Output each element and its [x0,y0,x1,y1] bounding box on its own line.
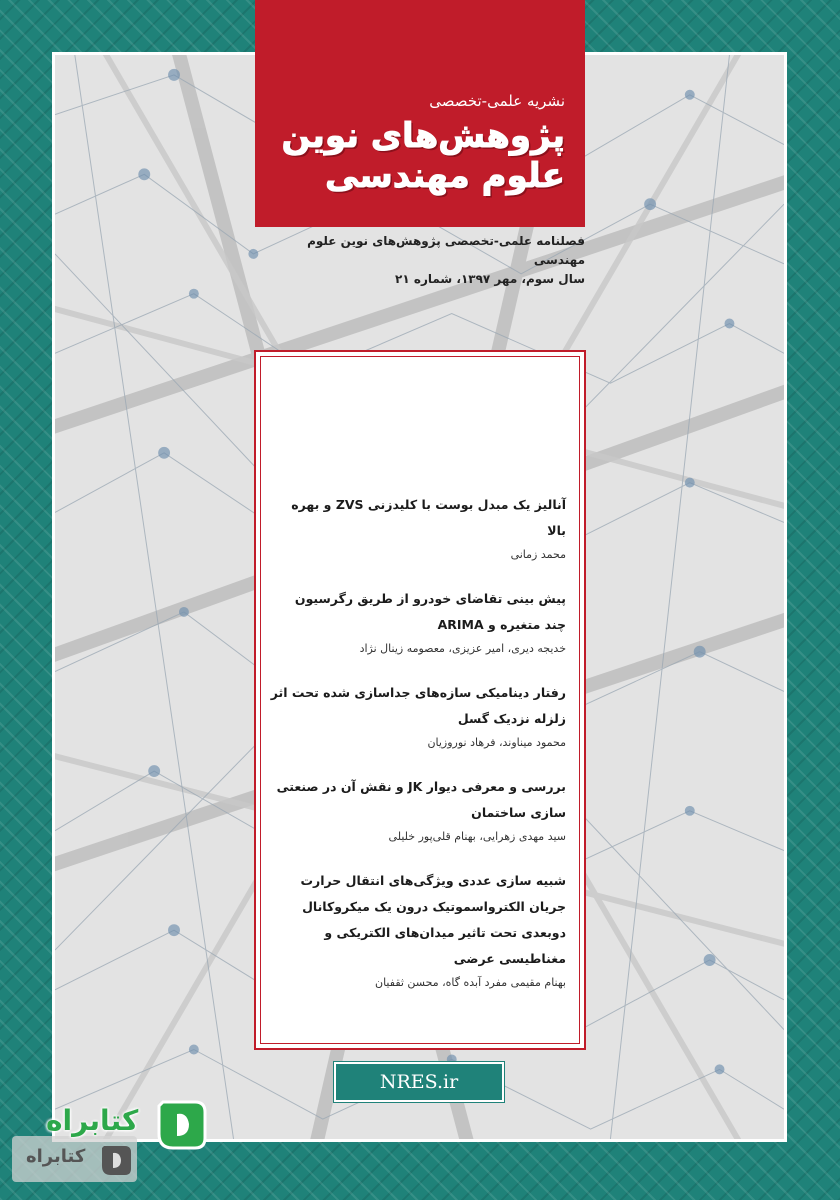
article-item [270,680,566,752]
issue-info [255,232,585,289]
article-authors: محمود میناوند، فرهاد نوروزیان [427,736,566,749]
article-title: شبیه سازی عددی ویژگی‌های انتقال حرارت جریان الکترواسموتیک درون یک میکروکانال دوبعدی تحت تاثیر میدان‌های الکتریکی و مغناطیسی عرضی [300,873,566,966]
article-title: آنالیز یک مبدل بوست با کلیدزنی ZVS و بهره بالا [291,497,566,538]
article-item [270,586,566,658]
table-of-contents [254,350,586,1050]
watermark-text: کتابراه [46,1104,139,1137]
article-item [270,774,566,846]
article-item [270,492,566,564]
article-title: پیش بینی تقاضای خودرو از طریق رگرسیون چند متغیره و ARIMA [294,591,566,632]
journal-masthead [255,0,585,227]
ketabrah-logo-icon [153,1096,209,1152]
article-authors: خدیجه دیری، امیر عزیزی، معصومه زینال نژاد [359,642,566,655]
issue-details: سال سوم، مهر ۱۳۹۷، شماره ۲۱ [395,272,585,286]
article-authors: سید مهدی زهرایی، بهنام قلی‌پور خلیلی [388,830,566,843]
journal-title-line1: پژوهش‌های نوین [281,116,565,156]
website-badge [334,1062,504,1102]
watermark [8,1086,208,1186]
article-item [270,868,566,992]
journal-subtitle: نشریه علمی-تخصصی [429,92,565,110]
article-title: رفتار دینامیکی سازه‌های جداسازی شده تحت اثر زلزله نزدیک گسل [270,685,566,726]
article-title: بررسی و معرفی دیوار JK و نقش آن در صنعتی سازی ساختمان [276,779,566,820]
journal-title-line2: علوم مهندسی [324,156,565,196]
watermark-text-small: کتابراه [26,1146,86,1167]
article-authors: بهنام مقیمی مفرد آبده گاه، محسن ثقفیان [375,976,566,989]
journal-description: فصلنامه علمی-تخصصی پژوهش‌های نوین علوم مهندسی [307,234,585,267]
website-url: NRES.ir [379,1071,459,1093]
article-authors: محمد زمانی [510,548,566,561]
ketabrah-logo-small-icon [98,1142,134,1178]
